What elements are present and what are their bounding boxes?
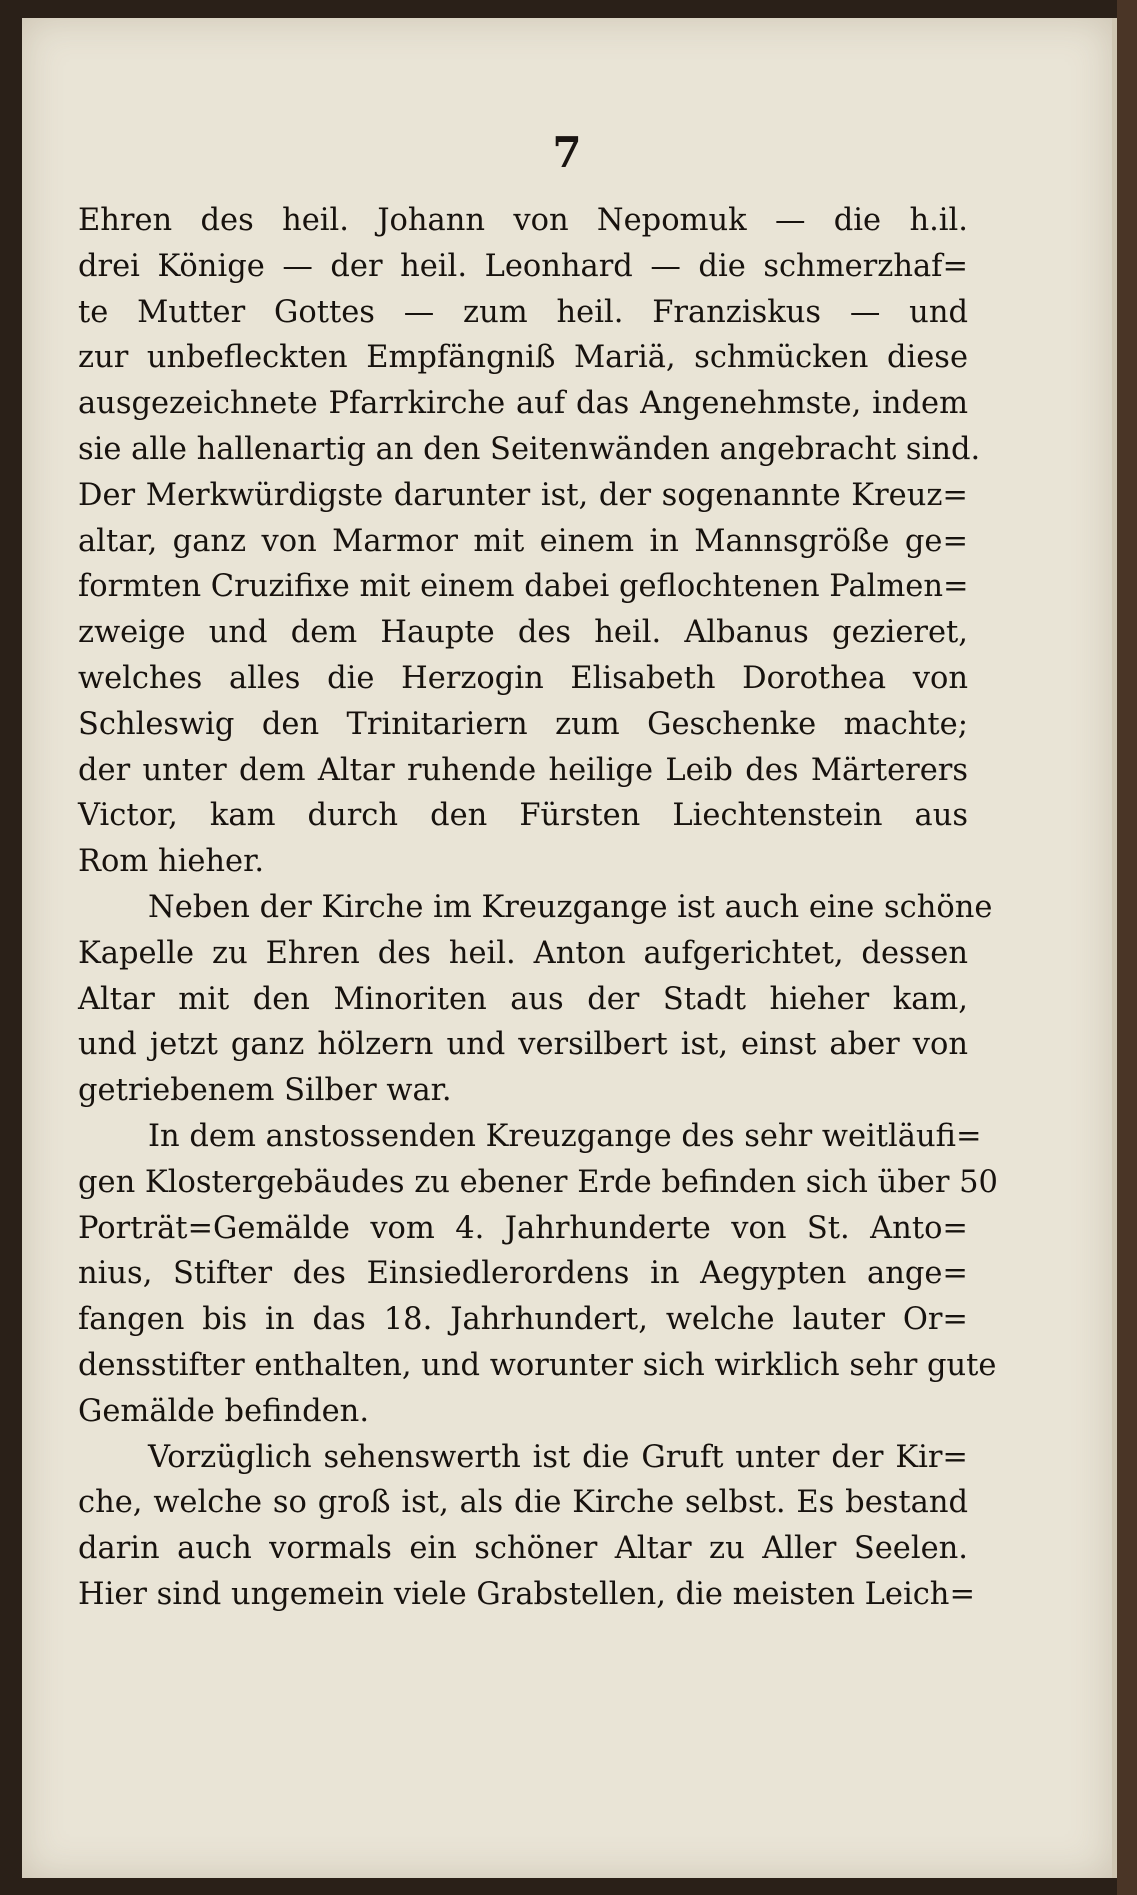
- text-line: Victor, kam durch den Fürsten Liechtenstein aus: [78, 798, 968, 834]
- text-line: In dem anstossenden Kreuzgange des sehr weitläufi=: [148, 1118, 982, 1154]
- text-line: zweige und dem Haupte des heil. Albanus gezieret,: [78, 615, 968, 651]
- text-line: Kapelle zu Ehren des heil. Anton aufgerichtet, dessen: [78, 935, 968, 971]
- text-line: Hier sind ungemein viele Grabstellen, die meisten Leich=: [78, 1576, 975, 1612]
- text-line: che, welche so groß ist, als die Kirche selbst. Es bestand: [78, 1485, 968, 1521]
- text-line: nius, Stifter des Einsiedlerordens in Aegypten ange=: [78, 1256, 968, 1292]
- text-line: fangen bis in das 18. Jahrhundert, welche lauter Or=: [78, 1302, 968, 1338]
- text-line: drei Könige — der heil. Leonhard — die schmerzhaf=: [78, 248, 968, 284]
- text-line: Neben der Kirche im Kreuzgange ist auch eine schöne: [148, 889, 993, 925]
- text-line: densstifter enthalten, und worunter sich wirklich sehr gute: [78, 1347, 997, 1383]
- text-line: sie alle hallenartig an den Seitenwänden angebracht sind.: [78, 431, 981, 467]
- book-spine: [1117, 0, 1137, 1895]
- text-line: ausgezeichnete Pfarrkirche auf das Angenehmste, indem: [78, 386, 968, 422]
- text-line: Ehren des heil. Johann von Nepomuk — die h.il.: [78, 203, 968, 238]
- text-line: der unter dem Altar ruhende heilige Leib des Märterers: [78, 752, 968, 788]
- text-line: Schleswig den Trinitariern zum Geschenke machte;: [78, 706, 968, 742]
- page-number: 7: [552, 128, 582, 177]
- text-line: Vorzüglich sehenswerth ist die Gruft unter der Kir=: [148, 1439, 968, 1475]
- text-line: Altar mit den Minoriten aus der Stadt hieher kam,: [78, 981, 968, 1017]
- text-line: getriebenem Silber war.: [78, 1073, 452, 1109]
- text-line: gen Klostergebäudes zu ebener Erde befinden sich über 50: [78, 1164, 998, 1200]
- text-line: zur unbefleckten Empfängniß Mariä, schmücken diese: [78, 340, 968, 376]
- book-page: [22, 18, 1118, 1878]
- text-line: und jetzt ganz hölzern und versilbert ist, einst aber von: [78, 1027, 968, 1063]
- body-text: [78, 198, 998, 1618]
- text-line: te Mutter Gottes — zum heil. Franziskus — und: [78, 294, 968, 330]
- text-line: altar, ganz von Marmor mit einem in Mannsgröße ge=: [78, 523, 968, 559]
- text-line: Der Merkwürdigste darunter ist, der sogenannte Kreuz=: [78, 477, 968, 513]
- text-line: welches alles die Herzogin Elisabeth Dorothea von: [78, 660, 968, 696]
- text-line: Gemälde befinden.: [78, 1393, 370, 1429]
- text-line: darin auch vormals ein schöner Altar zu Aller Seelen.: [78, 1531, 968, 1567]
- text-line: Porträt=Gemälde vom 4. Jahrhunderte von St. Anto=: [78, 1210, 968, 1246]
- text-line: formten Cruzifixe mit einem dabei geflochtenen Palmen=: [78, 569, 969, 605]
- text-line: Rom hieher.: [78, 844, 265, 880]
